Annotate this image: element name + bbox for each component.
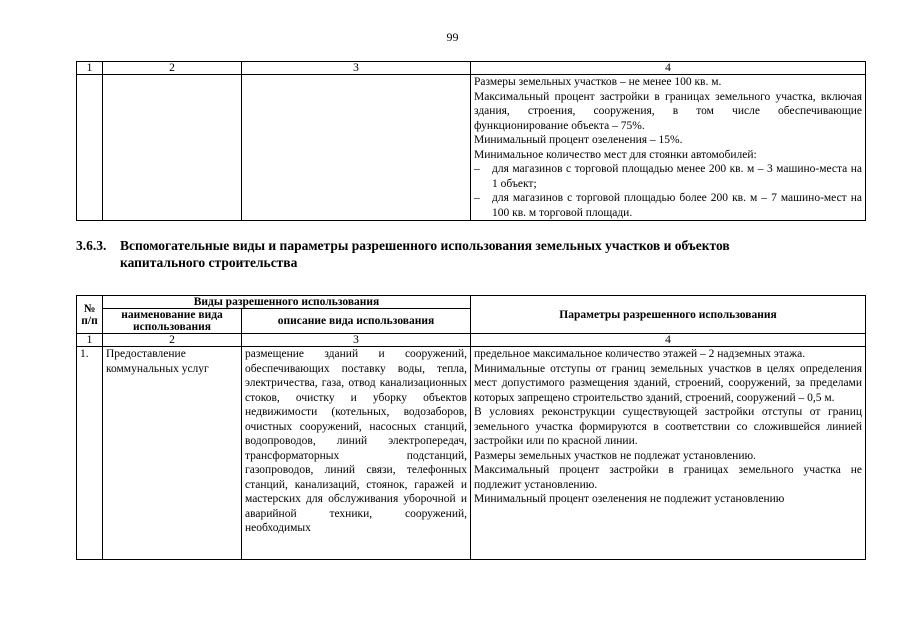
- column-number: 3: [242, 334, 471, 347]
- param-paragraph: Минимальные отступы от границ земельных участков в целях определения мест допустимого размещения зданий, строений, сооружений, за пределами которых запрещено строительство зданий, строений, сооружений – 0,5 м.: [474, 362, 862, 404]
- empty-cell: [77, 75, 103, 221]
- list-item-text: для магазинов с торговой площадью менее 200 кв. м – 3 машино-места на 1 объект;: [492, 163, 862, 190]
- section-heading: [76, 237, 865, 271]
- header-group: Виды разрешенного использования: [103, 296, 471, 309]
- column-number: 4: [471, 62, 866, 75]
- section-number: 3.6.3.: [76, 238, 107, 253]
- header-description: описание вида использования: [242, 309, 471, 334]
- column-number: 2: [103, 62, 242, 75]
- param-paragraph: предельное максимальное количество этажей – 2 надземных этажа.: [474, 348, 806, 360]
- row-number: 1.: [77, 347, 103, 560]
- use-description: размещение зданий и сооружений, обеспечивающих поставку воды, тепла, электричества, газа, отвод канализационных стоков, очистку и уборку объектов недвижимости (котельных, водозаборов, очистных сооружений, насосных станций, водопроводов, линий электропередач, трансформаторных подстанций, газопроводов, линий связи, телефонных станций, канализаций, стоянок, гаражей и мастерских для обслуживания уборочной и аварийной техники, сооружений, необходимых: [245, 348, 467, 534]
- header-name: наименование вида использования: [103, 309, 242, 334]
- section-title-line2: капитального строительства: [120, 255, 298, 270]
- dash-bullet: –: [474, 192, 480, 204]
- param-paragraph: Размеры земельных участков – не менее 100 кв. м.: [474, 76, 722, 88]
- params-cell: [471, 75, 866, 221]
- list-item-text: для магазинов с торговой площадью более 200 кв. м – 7 машино-мест на 100 кв. м торговой площади.: [492, 192, 862, 219]
- empty-cell: [103, 75, 242, 221]
- column-number: 1: [77, 334, 103, 347]
- list-item: [474, 162, 862, 191]
- header-params: Параметры разрешенного использования: [471, 296, 866, 334]
- column-number: 1: [77, 62, 103, 75]
- table-row: [77, 347, 866, 560]
- param-paragraph: Максимальный процент застройки в границах земельного участка, включая здания, строения, сооружения, в том числе обеспечивающие функционирование объекта – 75%.: [474, 90, 862, 132]
- use-name: Предоставление коммунальных услуг: [103, 347, 242, 560]
- page-number: 99: [446, 30, 459, 44]
- column-number-row: [77, 62, 866, 75]
- params-cell: [471, 347, 866, 560]
- param-paragraph: Размеры земельных участков не подлежат установлению.: [474, 449, 756, 462]
- table-row: [77, 75, 866, 221]
- section-title-line1: Вспомогательные виды и параметры разрешенного использования земельных участков и объектов: [120, 238, 730, 253]
- param-paragraph: В условиях реконструкции существующей застройки отступы от границ земельного участка формируются в соответствии со сложившейся линией застройки или по красной линии.: [474, 406, 862, 447]
- param-paragraph: Минимальный процент озеленения не подлежит установлению: [474, 493, 785, 505]
- param-paragraph: Минимальный процент озеленения – 15%.: [474, 134, 683, 146]
- param-paragraph: Максимальный процент застройки в границах земельного участка не подлежит установлению.: [474, 464, 862, 491]
- continuation-table: [76, 61, 866, 221]
- param-paragraph: Минимальное количество мест для стоянки автомобилей:: [474, 148, 757, 161]
- column-number: 4: [471, 334, 866, 347]
- list-item: [474, 191, 862, 220]
- permitted-use-table: [76, 295, 866, 560]
- header-row: [77, 296, 866, 309]
- column-number: 3: [242, 62, 471, 75]
- dash-bullet: –: [474, 163, 480, 175]
- column-number: 2: [103, 334, 242, 347]
- use-description-cell: [242, 347, 471, 560]
- header-num: № п/п: [77, 296, 103, 334]
- empty-cell: [242, 75, 471, 221]
- column-number-row: [77, 334, 866, 347]
